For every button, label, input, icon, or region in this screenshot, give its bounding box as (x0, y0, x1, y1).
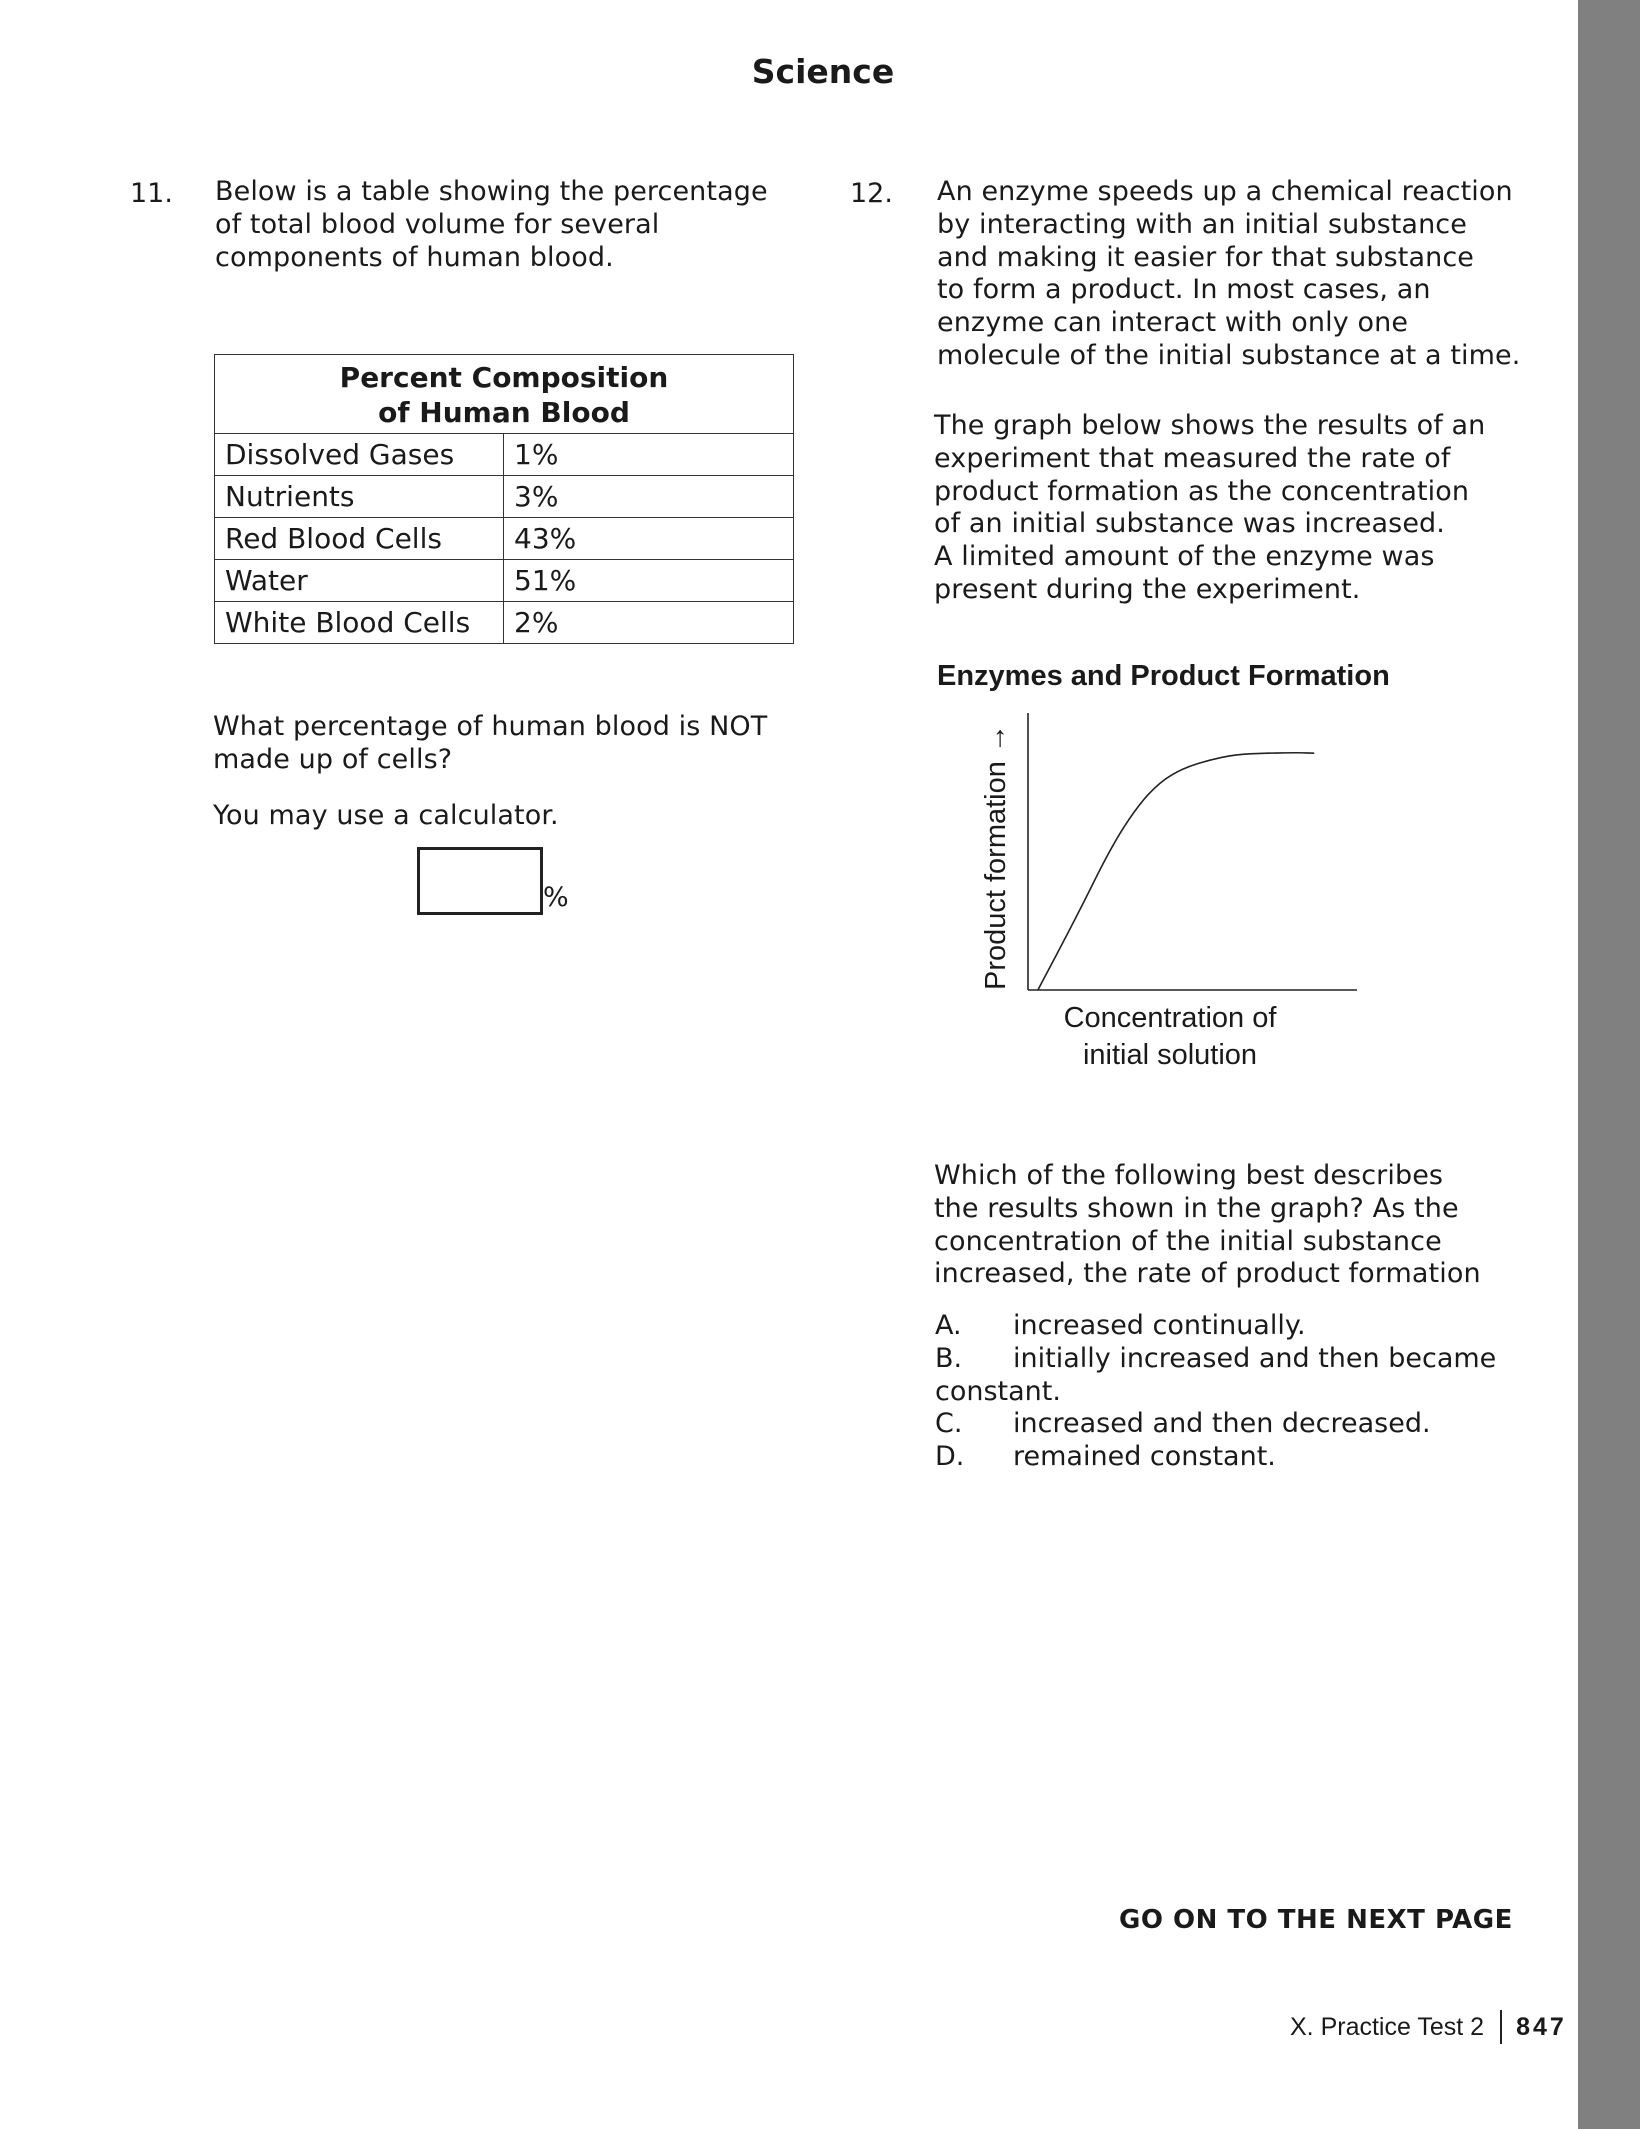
table-title-line: Percent Composition (339, 361, 669, 394)
percent-cell: 3% (504, 476, 794, 518)
option-text: initially increased and then became (1013, 1342, 1497, 1374)
component-cell: Dissolved Gases (215, 434, 504, 476)
x-axis-label (1030, 1000, 1310, 1074)
x-axis-label-line: initial solution (1082, 1039, 1258, 1071)
component-cell: White Blood Cells (215, 602, 504, 644)
option-d[interactable] (935, 1441, 1496, 1474)
text-line: increased, the rate of product formation (934, 1258, 1481, 1290)
option-text: increased continually. (1013, 1310, 1306, 1341)
text-line: by interacting with an initial substance (937, 208, 1467, 240)
y-axis-label: Product formation → (980, 724, 1012, 990)
text-line: An enzyme speeds up a chemical reaction (937, 176, 1513, 207)
text-line: of total blood volume for several (215, 208, 660, 240)
page-footer (1290, 2010, 1567, 2044)
text-line: product formation as the concentration (934, 475, 1470, 507)
chart-title: Enzymes and Product Formation (937, 660, 1390, 692)
text-line: A limited amount of the enzyme was (934, 541, 1435, 573)
text-line: enzyme can interact with only one (937, 307, 1409, 339)
graph-description (934, 410, 1485, 607)
x-axis-label-line: Concentration of (1063, 1002, 1277, 1034)
text-line: components of human blood. (215, 241, 614, 273)
table-row (215, 518, 794, 560)
text-line: What percentage of human blood is NOT (213, 711, 768, 742)
blood-composition-table (214, 354, 794, 644)
percent-unit-label: % (543, 882, 569, 913)
component-cell: Water (215, 560, 504, 602)
option-letter: A. (935, 1310, 962, 1341)
option-text: remained constant. (1013, 1441, 1276, 1473)
text-line: experiment that measured the rate of (934, 442, 1451, 474)
go-on-next-page: GO ON TO THE NEXT PAGE (1119, 1905, 1513, 1935)
table-row (215, 434, 794, 476)
table-title-line: of Human Blood (378, 396, 630, 429)
text-line: the results shown in the graph? As the (934, 1192, 1459, 1224)
enzyme-chart (960, 700, 1360, 1000)
question-12-number: 12. (850, 178, 893, 209)
percent-cell: 2% (504, 602, 794, 644)
table-row (215, 476, 794, 518)
question-11-number: 11. (130, 178, 173, 209)
question-12-prompt (934, 1160, 1481, 1291)
percent-cell: 51% (504, 560, 794, 602)
option-text-continued: constant. (935, 1375, 1061, 1407)
option-letter: D. (935, 1441, 965, 1473)
footer-divider (1500, 2010, 1502, 2044)
percent-cell: 1% (504, 434, 794, 476)
question-12-intro (937, 176, 1520, 373)
page-number: 847 (1516, 2012, 1567, 2041)
calculator-note: You may use a calculator. (213, 800, 559, 831)
option-b[interactable] (935, 1343, 1496, 1409)
table-row (215, 602, 794, 644)
footer-section: X. Practice Test 2 (1290, 2012, 1485, 2041)
series-line-0 (1038, 753, 1314, 990)
page-edge-bar (1578, 0, 1640, 2129)
component-cell: Nutrients (215, 476, 504, 518)
option-letter: C. (935, 1408, 963, 1440)
page-title: Science (751, 52, 895, 91)
text-line: molecule of the initial substance at a time. (937, 339, 1521, 371)
answer-options (935, 1310, 1496, 1474)
text-line: and making it easier for that substance (937, 241, 1474, 273)
question-11-prompt (213, 711, 767, 777)
component-cell: Red Blood Cells (215, 518, 504, 560)
option-a[interactable] (935, 1310, 1496, 1343)
question-11-intro (215, 176, 768, 274)
text-line: made up of cells? (213, 743, 453, 775)
text-line: Below is a table showing the percentage (215, 176, 768, 207)
text-line: Which of the following best describes (934, 1160, 1444, 1191)
option-c[interactable] (935, 1408, 1496, 1441)
text-line: to form a product. In most cases, an (937, 274, 1431, 306)
table-row (215, 560, 794, 602)
text-line: concentration of the initial substance (934, 1225, 1442, 1257)
text-line: of an initial substance was increased. (934, 508, 1445, 540)
answer-input-box[interactable] (417, 847, 543, 915)
percent-cell: 43% (504, 518, 794, 560)
option-text: increased and then decreased. (1013, 1408, 1431, 1440)
text-line: present during the experiment. (934, 573, 1361, 605)
option-letter: B. (935, 1342, 963, 1374)
table-title (215, 355, 794, 434)
text-line: The graph below shows the results of an (934, 410, 1486, 441)
